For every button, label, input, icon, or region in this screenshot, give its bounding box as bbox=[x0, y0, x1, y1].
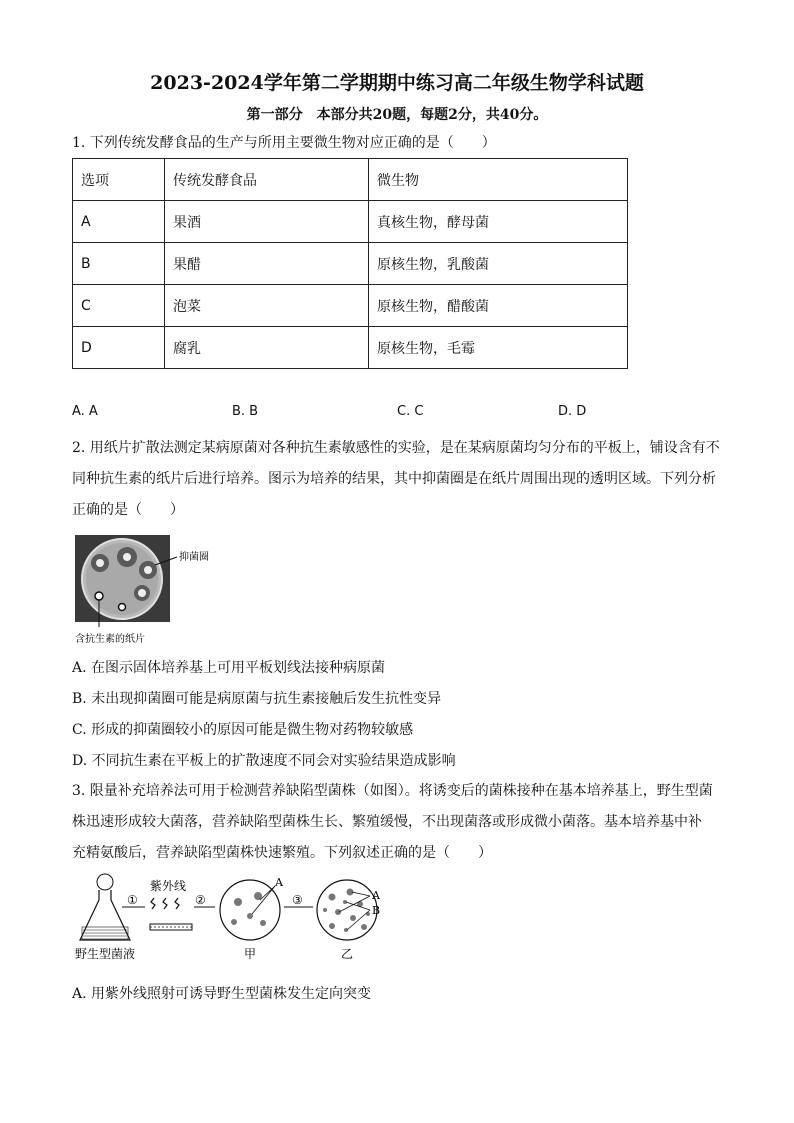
table-header-cell: 传统发酵食品 bbox=[165, 159, 369, 201]
stem-line: 3. 限量补充培养法可用于检测营养缺陷型菌株（如图）。将诱变后的菌株接种在基本培养基上，野生型菌 bbox=[72, 783, 713, 799]
table-cell: B bbox=[73, 243, 165, 285]
option-a[interactable]: A. A bbox=[72, 404, 98, 419]
uv-label: 紫外线 bbox=[150, 879, 187, 893]
q2-option-c[interactable]: C. 形成的抑菌圈较小的原因可能是微生物对药物较敏感 bbox=[72, 722, 414, 738]
step-3-label: ③ bbox=[292, 893, 303, 907]
stem-line: 2. 用纸片扩散法测定某病原菌对各种抗生素敏感性的实验，是在某病原菌均匀分布的平板上，铺设含有不 bbox=[72, 440, 720, 456]
table-cell: 泡菜 bbox=[165, 285, 369, 327]
table-cell: 原核生物，醋酸菌 bbox=[369, 285, 628, 327]
table-header-row bbox=[73, 159, 628, 201]
stem-line: 充精氨酸后，营养缺陷型菌株快速繁殖。下列叙述正确的是（ ） bbox=[72, 845, 492, 861]
table-header-cell: 选项 bbox=[73, 159, 165, 201]
table-cell: 腐乳 bbox=[165, 327, 369, 369]
question-2-stem bbox=[72, 433, 724, 526]
page-title: 2023-2024学年第二学期期中练习高二年级生物学科试题 bbox=[150, 72, 644, 94]
question-3-stem bbox=[72, 776, 724, 869]
table-row bbox=[73, 243, 628, 285]
table-header-cell: 微生物 bbox=[369, 159, 628, 201]
option-b[interactable]: B. B bbox=[232, 404, 259, 419]
plate-yi-label: 乙 bbox=[341, 947, 354, 961]
q2-option-b[interactable]: B. 未出现抑菌圈可能是病原菌与抗生素接触后发生抗性变异 bbox=[72, 691, 442, 707]
petri-dish-figure bbox=[75, 535, 245, 647]
table-cell: D bbox=[73, 327, 165, 369]
table-cell: 原核生物，乳酸菌 bbox=[369, 243, 628, 285]
table-row bbox=[73, 285, 628, 327]
flask-label: 野生型菌液 bbox=[75, 947, 136, 961]
table-cell: 原核生物，毛霉 bbox=[369, 327, 628, 369]
table-cell: 果醋 bbox=[165, 243, 369, 285]
q2-option-d[interactable]: D. 不同抗生素在平板上的扩散速度不同会对实验结果造成影响 bbox=[72, 753, 456, 769]
option-c[interactable]: C. C bbox=[397, 404, 424, 419]
mutation-screening-figure bbox=[70, 872, 410, 964]
section-subtitle: 第一部分 本部分共20题，每题2分，共40分。 bbox=[246, 107, 548, 123]
table-cell: 果酒 bbox=[165, 201, 369, 243]
disc-label: 含抗生素的纸片 bbox=[75, 634, 145, 645]
stem-line: 同种抗生素的纸片后进行培养。图示为培养的结果，其中抑菌圈是在纸片周围出现的透明区域。下列分析 bbox=[72, 471, 716, 487]
table-cell: C bbox=[73, 285, 165, 327]
petri-dish-image bbox=[75, 535, 245, 647]
mark-b-label: B bbox=[372, 904, 381, 917]
table-row bbox=[73, 201, 628, 243]
q3-option-a[interactable]: A. 用紫外线照射可诱导野生型菌株发生定向突变 bbox=[72, 986, 372, 1002]
question-1-stem: 1. 下列传统发酵食品的生产与所用主要微生物对应正确的是（ ） bbox=[72, 135, 496, 151]
table-cell: 真核生物，酵母菌 bbox=[369, 201, 628, 243]
mark-a2-label: A bbox=[372, 889, 380, 902]
q2-option-a[interactable]: A. 在图示固体培养基上可用平板划线法接种病原菌 bbox=[72, 660, 386, 676]
step-1-label: ① bbox=[127, 893, 138, 907]
question-1-table bbox=[72, 158, 628, 369]
step-2-label: ② bbox=[195, 893, 206, 907]
table-row bbox=[73, 327, 628, 369]
stem-line: 正确的是（ ） bbox=[72, 502, 184, 518]
plate-jia-label: 甲 bbox=[244, 947, 257, 961]
option-d[interactable]: D. D bbox=[558, 404, 587, 419]
stem-line: 株迅速形成较大菌落，营养缺陷型菌株生长、繁殖缓慢，不出现菌落或形成微小菌落。基本培养基中补 bbox=[72, 814, 702, 830]
mark-a-label: A bbox=[275, 876, 283, 889]
table-cell: A bbox=[73, 201, 165, 243]
zone-label: 抑菌圈 bbox=[179, 552, 209, 563]
mutation-diagram bbox=[70, 872, 410, 964]
